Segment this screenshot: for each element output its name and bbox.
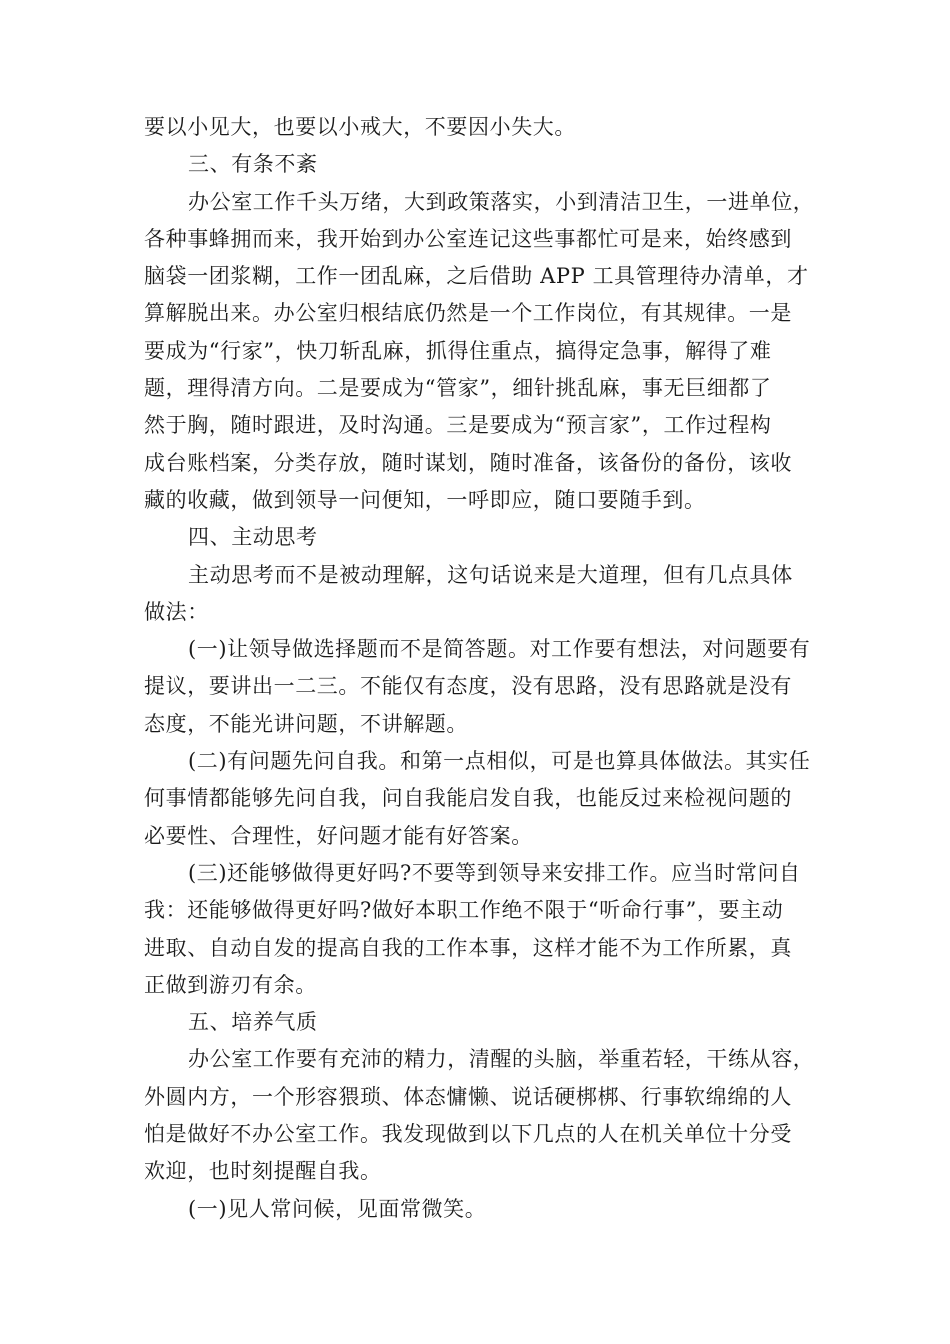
text-line: 何事情都能够先问自我，问自我能启发自我，也能反过来检视问题的 <box>144 786 792 811</box>
text-line: 藏的收藏，做到领导一问便知，一呼即应，随口要随手到。 <box>144 487 706 512</box>
text-line: (一)让领导做选择题而不是简答题。对工作要有想法，对问题要有 <box>188 637 811 662</box>
text-line: 怕是做好不办公室工作。我发现做到以下几点的人在机关单位十分受 <box>144 1122 792 1147</box>
text-line: 四、主动思考 <box>188 525 318 550</box>
text-line: 态度，不能光讲问题，不讲解题。 <box>144 711 468 736</box>
text-line: 我：还能够做得更好吗?做好本职工作绝不限于“听命行事”，要主动 <box>144 898 784 923</box>
text-line: 然于胸，随时跟进，及时沟通。三是要成为“预言家”，工作过程构 <box>144 413 772 438</box>
text-line: 要成为“行家”，快刀斩乱麻，抓得住重点，搞得定急事，解得了难 <box>144 338 772 363</box>
text-line: 外圆内方，一个形容猥琐、体态慵懒、说话硬梆梆、行事软绵绵的人 <box>144 1084 792 1109</box>
text-line: 提议，要讲出一二三。不能仅有态度，没有思路，没有思路就是没有 <box>144 674 792 699</box>
text-line: 三、有条不紊 <box>188 152 318 177</box>
text-line: 成台账档案，分类存放，随时谋划，随时准备，该备份的备份，该收 <box>144 450 792 475</box>
text-line: 必要性、合理性，好问题才能有好答案。 <box>144 823 533 848</box>
text-line: 算解脱出来。办公室归根结底仍然是一个工作岗位，有其规律。一是 <box>144 301 792 326</box>
text-line: 办公室工作要有充沛的精力，清醒的头脑，举重若轻，干练从容， <box>188 1047 815 1072</box>
text-line: 做法： <box>144 599 209 624</box>
text-line: 五、培养气质 <box>188 1010 318 1035</box>
text-line: (二)有问题先问自我。和第一点相似，可是也算具体做法。其实任 <box>188 749 811 774</box>
text-line: 欢迎，也时刻提醒自我。 <box>144 1159 382 1184</box>
text-line: 主动思考而不是被动理解，这句话说来是大道理，但有几点具体 <box>188 562 793 587</box>
document-body <box>144 109 824 1228</box>
text-line: 进取、自动自发的提高自我的工作本事，这样才能不为工作所累，真 <box>144 935 792 960</box>
text-line: 办公室工作千头万绪，大到政策落实，小到清洁卫生，一进单位， <box>188 189 815 214</box>
text-line: 题，理得清方向。二是要成为“管家”，细针挑乱麻，事无巨细都了 <box>144 376 772 401</box>
text-line: (三)还能够做得更好吗?不要等到领导来安排工作。应当时常问自 <box>188 860 801 885</box>
text-line: 脑袋一团浆糊，工作一团乱麻，之后借助 APP 工具管理待办清单，才 <box>144 264 809 289</box>
text-line: 要以小见大，也要以小戒大，不要因小失大。 <box>144 115 576 139</box>
text-line: (一)见人常问候，见面常微笑。 <box>188 1196 487 1221</box>
text-line: 各种事蜂拥而来，我开始到办公室连记这些事都忙可是来，始终感到 <box>144 226 792 251</box>
text-line: 正做到游刃有余。 <box>144 972 317 997</box>
